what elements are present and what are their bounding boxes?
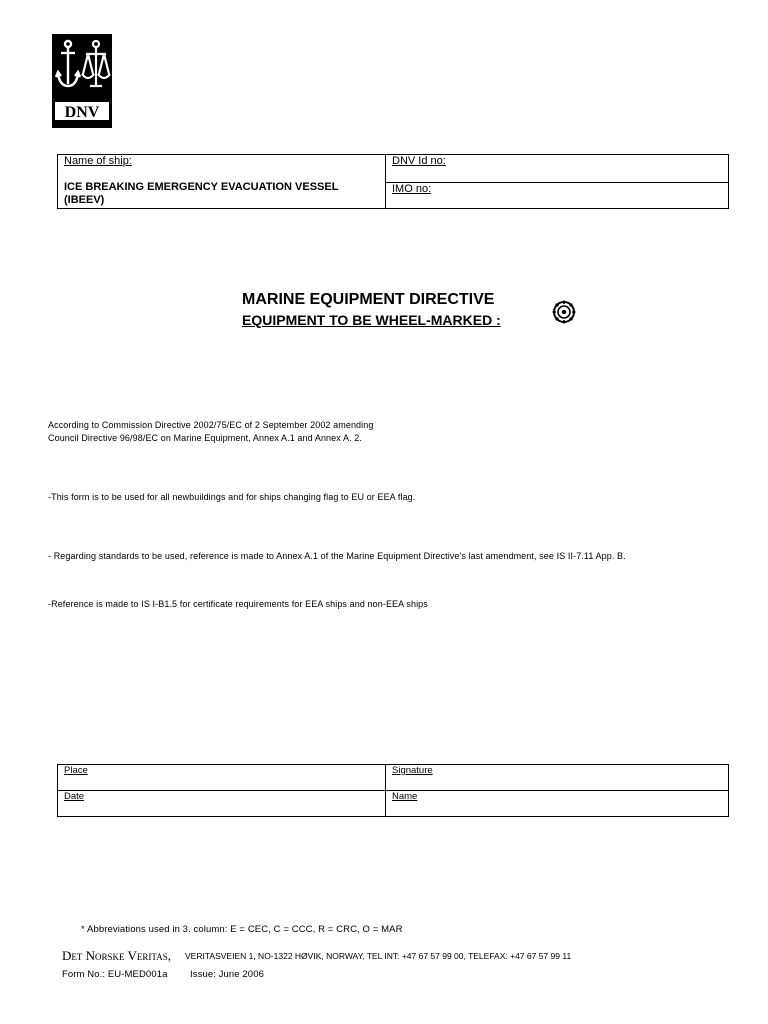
- note-standards: - Regarding standards to be used, reference is made to Annex A.1 of the Marine Equipment Directive's last amendment, see IS II-7.11 App. B.: [48, 551, 626, 561]
- imo-label: IMO no:: [392, 183, 432, 195]
- place-label: Place: [64, 765, 88, 776]
- wheel-mark-icon: [552, 300, 576, 324]
- ship-name-line2: (IBEEV): [64, 194, 105, 206]
- abbreviations-note: * Abbreviations used in 3. column: E = CEC, C = CCC, R = CRC, O = MAR: [81, 924, 403, 935]
- company-name: Det Norske Veritas,: [62, 948, 171, 963]
- form-number: Form No.: EU-MED001a: [62, 969, 168, 980]
- directive-reference-line1: According to Commission Directive 2002/75/EC of 2 September 2002 amending: [48, 420, 374, 430]
- date-label: Date: [64, 791, 85, 802]
- directive-reference-line2: Council Directive 96/98/EC on Marine Equipment, Annex A.1 and Annex A. 2.: [48, 433, 362, 443]
- name-label: Name: [392, 791, 418, 802]
- logo-text: DNV: [64, 104, 100, 121]
- dnv-logo: [52, 34, 112, 128]
- ship-table-rule: [385, 182, 729, 183]
- signature-label: Signature: [392, 765, 433, 776]
- page-subtitle: EQUIPMENT TO BE WHEEL-MARKED :: [242, 312, 501, 328]
- ship-name-value: [64, 181, 338, 207]
- ship-name-label: Name of ship:: [64, 155, 132, 167]
- note-certificates: -Reference is made to IS I-B1.5 for certificate requirements for EEA ships and non-EEA ships: [48, 599, 428, 609]
- note-newbuildings: -This form is to be used for all newbuildings and for ships changing flag to EU or EEA flag.: [48, 492, 416, 502]
- issue-date: Issue: June 2006: [190, 969, 264, 980]
- page-title: MARINE EQUIPMENT DIRECTIVE: [242, 291, 495, 308]
- dnv-id-label: DNV Id no:: [392, 155, 446, 167]
- ship-name-line1: ICE BREAKING EMERGENCY EVACUATION VESSEL: [64, 181, 339, 193]
- company-address: VERITASVEIEN 1, NO-1322 HØVIK, NORWAY, TEL INT: +47 67 57 99 00, TELEFAX: +47 67 57 99 11: [185, 951, 572, 961]
